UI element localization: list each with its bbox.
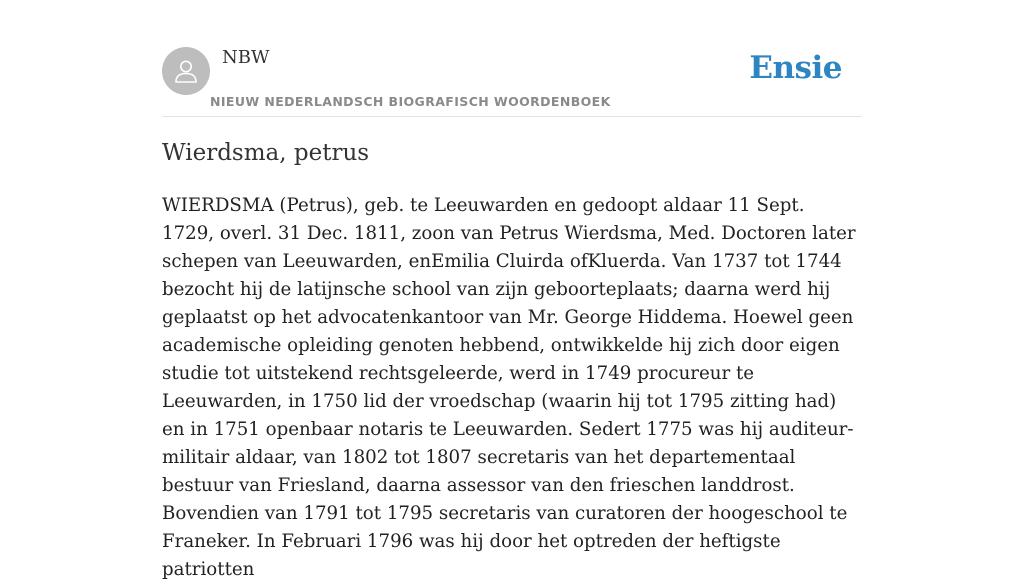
ensie-logo[interactable]: Ensie [749,50,842,86]
source-header [162,0,862,117]
source-name-link[interactable]: NBW [222,47,270,68]
article-title: Wierdsma, petrus [162,140,370,166]
article-card [162,0,862,580]
avatar[interactable] [162,47,210,95]
article-body: WIERDSMA (Petrus), geb. te Leeuwarden en gedoopt aldaar 11 Sept. 1729, overl. 31 Dec. 1811, zoon van Petrus Wierdsma, Med. Doctoren later schepen van Leeuwarden, enEmilia Cluirda ofKluerda. Van 1737 tot 1744 bezocht hij de latijnsche school van zijn geboorteplaats; daarna werd hij geplaatst op het advocatenkantoor van Mr. George Hiddema. Hoewel geen academische opleiding genoten hebbend, ontwikkelde hij zich door eigen studie tot uitstekend rechtsgeleerde, werd in 1749 procureur te Leeuwarden, in 1750 lid der vroedschap (waarin hij tot 1795 zitting had) en in 1751 openbaar notaris te Leeuwarden. Sedert 1775 was hij auditeur-militair aldaar, van 1802 tot 1807 secretaris van het departementaal bestuur van Friesland, daarna assessor van den frieschen landdrost. Bovendien van 1791 tot 1795 secretaris van curatoren der hoogeschool te Franeker. In Februari 1796 was hij door het optreden der heftigste patriotten [162,195,856,580]
source-subtitle: NIEUW NEDERLANDSCH BIOGRAFISCH WOORDENBOEK [210,94,611,109]
user-icon [172,57,200,85]
